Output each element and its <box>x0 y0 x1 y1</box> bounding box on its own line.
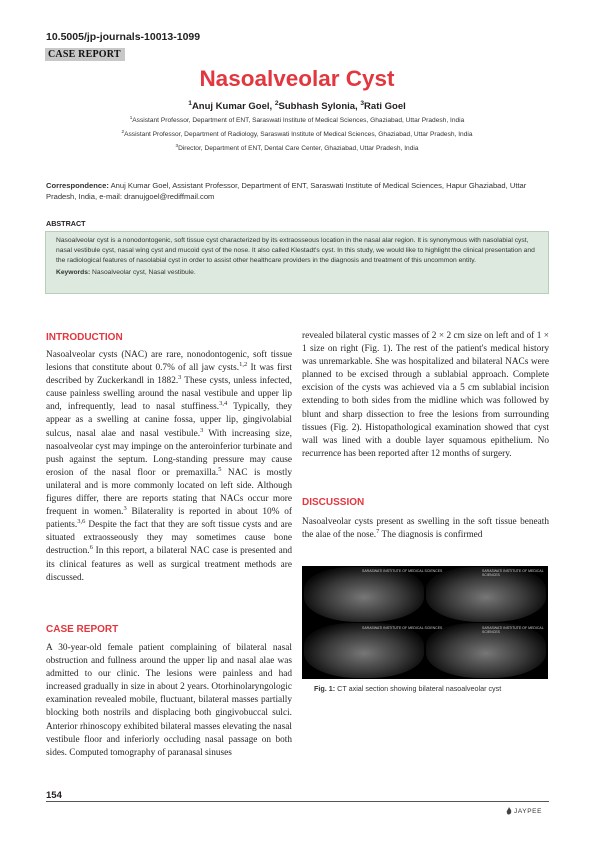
case-report-paragraph: revealed bilateral cystic masses of 2 × 2 cm size on left and of 1 × 1 size on right (Fig. 1). The rest of the patient's medical history was unremarkable. She was hospitalized and bilateral NACs were planned to be excised through a sublabial approach. Complete excision of the cysts was achieved via a 5 cm sublabial incision extending to both sides from the midline which was followed by blunt and sharp dissection to free the lesions from surrounding tissues (Fig. 2). Histopathological examination showed that cyst wall was lined with a double layer squamous epithelium. No recurrence has been reported after 12 months of surgery. <box>302 331 549 459</box>
scan-annotation: SARASWATI INSTITUTE OF MEDICAL SCIENCES <box>362 626 443 630</box>
page-number: 154 <box>46 790 62 801</box>
keywords <box>56 268 538 278</box>
affiliation-text: Director, Department of ENT, Dental Care Center, Ghaziabad, Uttar Pradesh, India <box>178 145 419 152</box>
affiliation-text: Assistant Professor, Department of Radiology, Saraswati Institute of Medical Sciences, Ghaziabad, Uttar Pradesh, India <box>124 131 473 138</box>
footer-divider <box>46 801 549 802</box>
case-report-heading: CASE REPORT <box>46 624 119 635</box>
figure-label: Fig. 1: <box>314 684 336 693</box>
figure-caption <box>314 684 501 693</box>
affiliation-text: Assistant Professor, Department of ENT, Saraswati Institute of Medical Sciences, Ghaziabad, Uttar Pradesh, India <box>132 117 465 124</box>
author-sup: 1 <box>188 99 192 107</box>
scan-annotation: SARASWATI INSTITUTE OF MEDICAL SCIENCES <box>362 569 443 573</box>
scan-annotation: SARASWATI INSTITUTE OF MEDICAL SCIENCES <box>482 569 544 577</box>
scan-annotation: SARASWATI INSTITUTE OF MEDICAL SCIENCES <box>482 626 544 634</box>
case-report-paragraph: A 30-year-old female patient complaining of bilateral nasal obstruction and fullness around the upper lip and nasal alae was admitted to our clinic. The lesions were painless and had increased gradually in size in about 2 years. Otorhinolaryngologic examination revealed mobile, fluctuant, bilateral masses partially blocking both nostrils and displacing both gingivobuccal sulci. Anterior rhinoscopy exhibited bilateral masses elevating the nasal vestibule floor and inferiorly occluding nasal passage on both sides. Computed tomography of paranasal sinuses <box>46 643 292 758</box>
affiliation <box>0 114 594 124</box>
discussion-heading: DISCUSSION <box>302 497 365 508</box>
correspondence-label: Correspondence: <box>46 181 109 190</box>
author-sup: 2 <box>274 99 279 107</box>
correspondence-text: Anuj Kumar Goel, Assistant Professor, Department of ENT, Saraswati Institute of Medical Sciences, Hapur Ghaziabad, Uttar Pradesh, India, e-mail: dranujgoel@rediffmail.com <box>46 181 527 201</box>
introduction-heading: INTRODUCTION <box>46 332 123 343</box>
publisher-name: JAYPEE <box>514 808 543 815</box>
author-name: Rati Goel <box>364 101 406 112</box>
author-name: Subhash Sylonia, <box>278 101 361 112</box>
correspondence <box>46 180 549 202</box>
ct-scan-figure <box>302 566 548 679</box>
affiliation <box>0 142 594 152</box>
keywords-label: Keywords: <box>56 269 91 276</box>
article-title: Nasoalveolar Cyst <box>199 66 395 91</box>
discussion-paragraph: Nasoalveolar cysts present as swelling in the soft tissue beneath the alae of the nose.$^7$ The diagnosis is confirmed <box>302 517 549 541</box>
affiliation-sup: 2 <box>121 128 125 134</box>
case-report-continued <box>302 330 549 461</box>
publisher-logo-icon <box>506 807 512 815</box>
ct-scan-image <box>304 623 424 678</box>
abstract-box <box>45 231 549 294</box>
doi: 10.5005/jp-journals-10013-1099 <box>46 31 201 43</box>
affiliation-sup: 1 <box>129 114 133 120</box>
affiliation-sup: 3 <box>175 142 179 148</box>
author-sup: 3 <box>360 99 365 107</box>
discussion-body <box>302 516 549 542</box>
article-type-badge: CASE REPORT <box>45 48 125 61</box>
introduction-paragraph: Nasoalveolar cysts (NAC) are rare, nonodontogenic, soft tissue lesions that constitute about 0.7% of all jaw cysts.$^{1,2}$ It was first described by Zuckerkandl in 1882.$^3$ These cysts, unless infected, cause painless swelling around the nasal vestibule and upper lip and, infrequently, lead to nasal stuffiness.$^{3,4}$ Typically, they appear as a swelling at canine fossa, upper lip, gingivolabial sulcus, nasal alae and nasal vestibule.$^3$ With increasing size, nasoalveolar cyst may impinge on the anteroinferior turbinate and push against the septum. Long-standing pressure may cause erosion of the nasal floor or premaxilla.$^5$ NAC is mostly unilateral and is more commonly located on left side. Although figures differ, there are reports stating that NACs occur more frequent in women.$^3$ Bilaterality is reported in about 10% of patients.$^{3,6}$ Despite the fact that they are soft tissue cysts and are situated extraosseously they may sometimes cause bone destruction.$^6$ In this report, a bilateral NAC case is presented and its clinical features as well as surgical treatment methods are discussed. <box>46 350 293 583</box>
author-name: Anuj Kumar Goel, <box>191 101 275 112</box>
abstract-heading: ABSTRACT <box>46 219 86 228</box>
figure-caption-text: CT axial section showing bilateral nasoalveolar cyst <box>335 684 502 693</box>
affiliation <box>0 128 594 138</box>
keywords-text: Nasoalveolar cyst, Nasal vestibule. <box>90 269 196 276</box>
case-report-body <box>46 642 292 760</box>
introduction-body <box>46 349 292 585</box>
author-list <box>0 101 594 112</box>
ct-scan-image <box>304 567 424 622</box>
abstract-text: Nasoalveolar cyst is a nonodontogenic, soft tissue cyst characterized by its extraosseous location in the nasal alar region. It is synonymous with nasolabial cyst, nasal vestibule cyst, nasal wing cyst and mucoid cyst of the nose. It also called Klestadt's cyst. In this study, we would like to highlight the clinical presentation and the radiological features of nasolabial cyst in order to assist other healthcare providers in the diagnosis and treatment of this uncommon entity. <box>56 237 535 264</box>
